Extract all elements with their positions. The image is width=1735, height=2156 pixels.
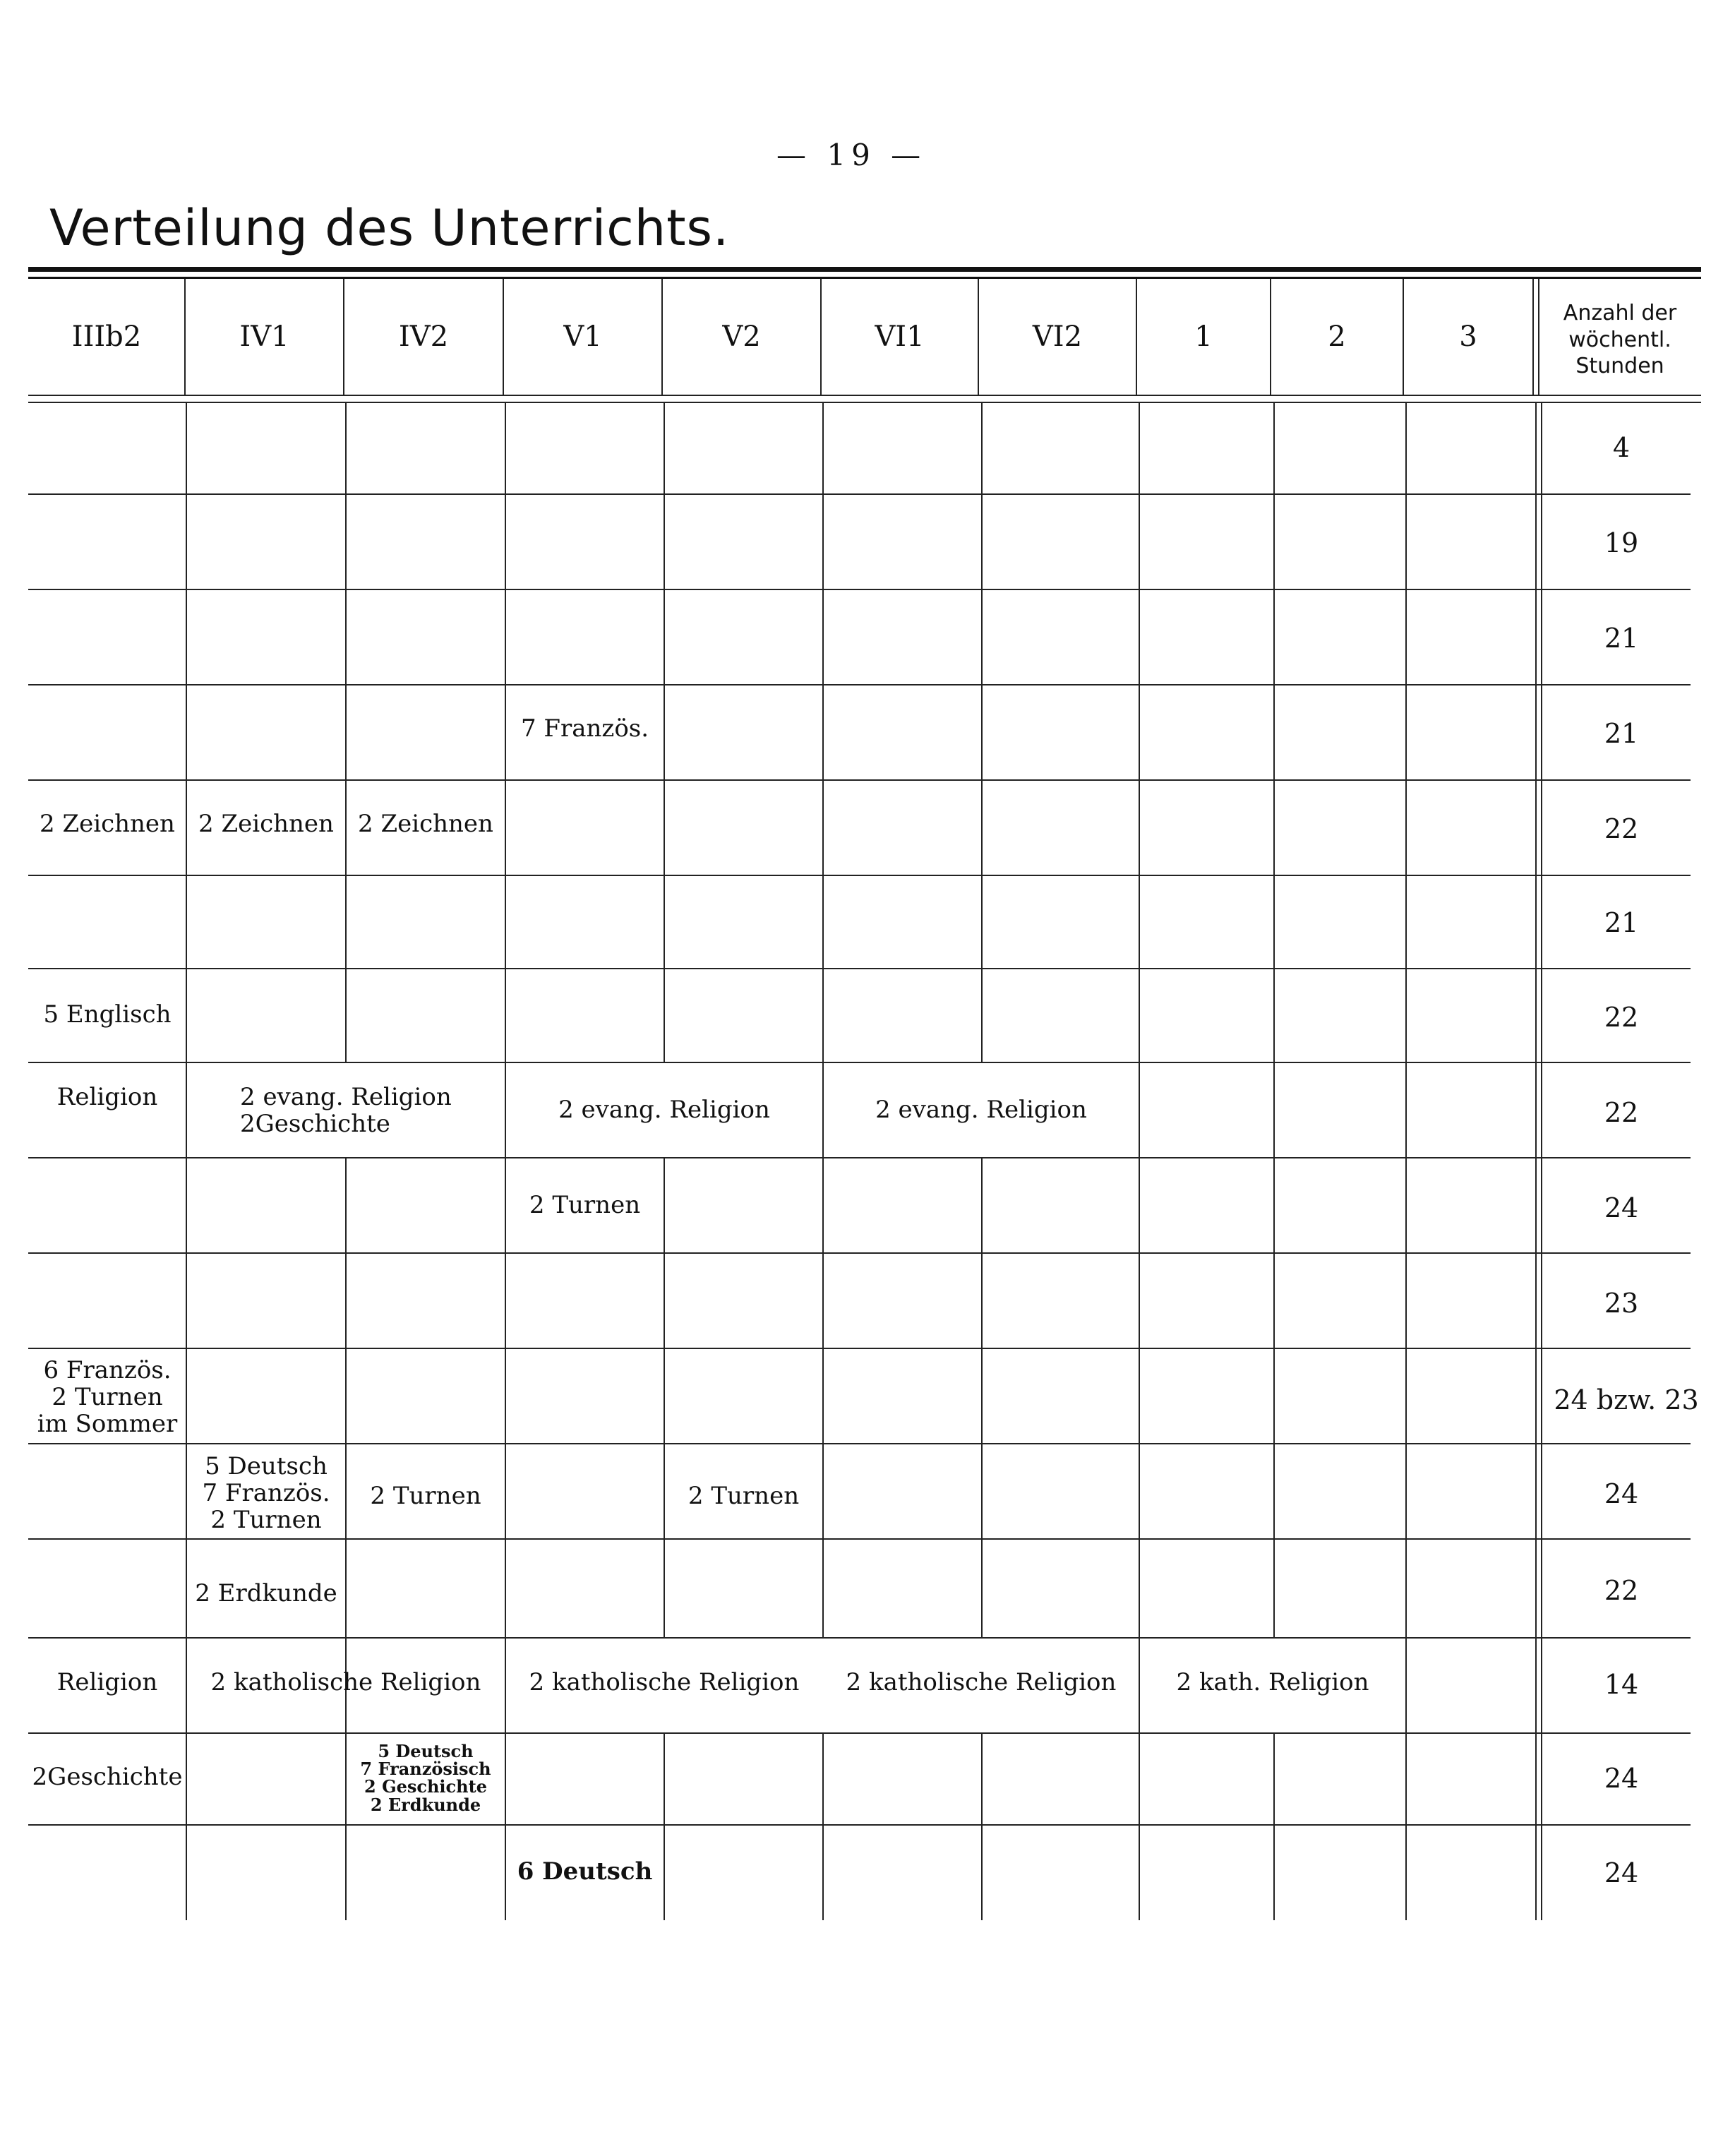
header-v1: V1 (563, 321, 602, 353)
cell-iv1-row5: 2 Zeichnen (198, 810, 334, 838)
cell-iiib2-row5: 2 Zeichnen (40, 810, 175, 838)
cell-iiib2-row8: Religion (56, 1083, 158, 1111)
hours-row-11: 24 bzw. 23 (1554, 1384, 1699, 1415)
hours-row-14: 14 (1604, 1669, 1639, 1700)
header-3: 3 (1459, 321, 1477, 353)
cell-vi-row14: 2 katholische Religion (846, 1668, 1117, 1696)
cell-v1-row4: 7 Französ. (520, 714, 649, 743)
hours-row-3: 21 (1604, 623, 1639, 654)
hours-row-10: 23 (1604, 1288, 1639, 1319)
header-1: 1 (1194, 321, 1213, 353)
cell-iv2-row5: 2 Zeichnen (358, 810, 493, 838)
header-iiib2: IIIb2 (71, 321, 142, 353)
cell-iv-row14: 2 katholische Religion (210, 1668, 481, 1696)
cell-v2-row12: 2 Turnen (688, 1482, 800, 1510)
header-iv2: IV2 (398, 321, 449, 353)
cell-v-row14: 2 katholische Religion (529, 1668, 800, 1696)
cell-v1-row16: 6 Deutsch (517, 1857, 653, 1886)
hours-row-13: 22 (1604, 1575, 1639, 1606)
hours-row-16: 24 (1604, 1857, 1639, 1888)
header-v2: V2 (722, 321, 761, 353)
header-hours: Anzahl der wöchentl. Stunden (1563, 301, 1677, 378)
hours-row-1: 4 (1612, 432, 1631, 463)
header-vi2: VI2 (1032, 321, 1083, 353)
header-vi1: VI1 (875, 321, 925, 353)
cell-iv-row8: 2 evang. Religion 2Geschichte (240, 1083, 452, 1139)
cell-12-row14: 2 kath. Religion (1176, 1668, 1369, 1696)
cell-iiib2-row7: 5 Englisch (43, 1000, 172, 1029)
hours-row-7: 22 (1604, 1002, 1639, 1033)
hours-row-15: 24 (1604, 1763, 1639, 1794)
hours-row-2: 19 (1604, 527, 1639, 558)
hours-row-6: 21 (1604, 907, 1639, 938)
cell-iiib2-row14: Religion (56, 1668, 158, 1696)
cell-v-row8: 2 evang. Religion (558, 1096, 770, 1124)
cell-iv1-row12: 5 Deutsch 7 Französ. 2 Turnen (202, 1452, 330, 1535)
cell-iiib2-row11: 6 Französ. 2 Turnen im Sommer (37, 1356, 178, 1439)
header-iv1: IV1 (239, 321, 289, 353)
page-title: Verteilung des Unterrichts. (49, 199, 730, 257)
hours-row-4: 21 (1604, 718, 1639, 749)
cell-vi-row8: 2 evang. Religion (875, 1096, 1087, 1124)
hours-row-8: 22 (1604, 1097, 1639, 1128)
hours-row-9: 24 (1604, 1192, 1639, 1223)
cell-iiib2-row15: 2Geschichte (32, 1763, 183, 1791)
cell-v1-row9: 2 Turnen (529, 1191, 641, 1219)
cell-iv1-row13: 2 Erdkunde (195, 1579, 337, 1607)
page-number: — 19 — (776, 138, 927, 172)
cell-iv2-row12: 2 Turnen (370, 1482, 481, 1510)
hours-row-5: 22 (1604, 813, 1639, 844)
cell-iv2-row15: 5 Deutsch 7 Französisch 2 Geschichte 2 Erdkunde (360, 1741, 491, 1815)
header-2: 2 (1328, 321, 1346, 353)
hours-row-12: 24 (1604, 1478, 1639, 1509)
